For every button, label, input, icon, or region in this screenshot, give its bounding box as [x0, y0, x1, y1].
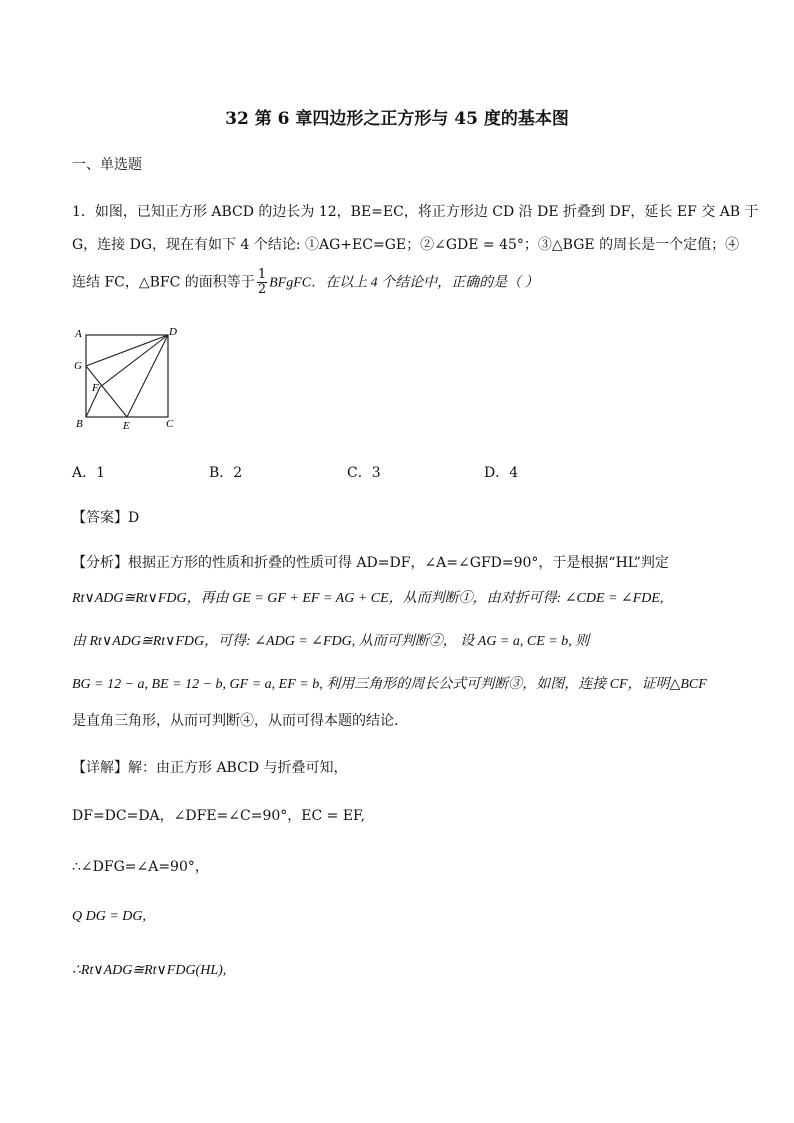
square-abcd	[86, 335, 168, 417]
analysis-line-3: 由 Rt∨ADG≅Rt∨FDG，可得: ∠ADG = ∠FDG, 从而可判断②， 设 AG = a, CE = b, 则	[72, 634, 590, 649]
question-line-3-start: 连结 FC，△BFC 的面积等于	[72, 274, 255, 291]
choice-c: C．3	[347, 465, 381, 481]
analysis-line-2: Rt∨ADG≅Rt∨FDG，再由 GE = GF + EF = AG + CE，从而判断①，由对折可得: ∠CDE = ∠FDE,	[72, 591, 664, 606]
question-line-3	[72, 268, 732, 297]
label-d: D	[169, 326, 177, 338]
choice-b: B．2	[209, 465, 243, 481]
label-a: A	[75, 328, 82, 340]
analysis-line-1: 【分析】根据正方形的性质和折叠的性质可得 AD=DF，∠A=∠GFD=90°，于是根据“HL”判定	[72, 555, 669, 571]
detail-line-3: ∴∠DFG=∠A=90°，	[72, 859, 209, 875]
question-line-3-end: BFgFC．在以上 4 个结论中，正确的是（ ）	[269, 275, 539, 291]
question-line-1: 1．如图，已知正方形 ABCD 的边长为 12，BE=EC，将正方形边 CD 沿 DE 折叠到 DF，延长 EF 交 AB 于	[72, 204, 759, 220]
detail-line-2: DF=DC=DA，∠DFE=∠C=90°，EC = EF,	[72, 808, 366, 824]
label-e: E	[123, 420, 130, 432]
label-f: F	[92, 382, 99, 394]
page-title: 32 第 6 章四边形之正方形与 45 度的基本图	[225, 109, 569, 129]
geometry-figure	[70, 325, 190, 435]
analysis-line-4: BG = 12 − a, BE = 12 − b, GF = a, EF = b, 利用三角形的周长公式可判断③，如图，连接 CF，证明△BCF	[72, 677, 707, 692]
detail-line-4: Q DG = DG,	[72, 909, 146, 924]
label-g: G	[74, 360, 82, 372]
fraction-denominator: 2	[257, 282, 267, 297]
segment-df	[100, 335, 168, 387]
choice-d: D．4	[484, 465, 519, 481]
label-b: B	[76, 418, 83, 430]
fraction-one-half	[257, 268, 267, 297]
answer: 【答案】D	[72, 510, 140, 526]
detail-line-1: 【详解】解：由正方形 ABCD 与折叠可知，	[72, 760, 348, 776]
analysis-line-5: 是直角三角形，从而可判断④，从而可得本题的结论．	[72, 713, 408, 729]
question-line-2: G，连接 DG，现在有如下 4 个结论: ①AG+EC=GE；②∠GDE = 45°；③△BGE 的周长是一个定值；④	[72, 237, 740, 253]
choice-a: A．1	[72, 465, 106, 481]
fraction-numerator: 1	[257, 267, 267, 282]
detail-line-5: ∴Rt∨ADG≅Rt∨FDG(HL),	[72, 963, 227, 978]
segment-dg	[86, 335, 168, 366]
section-heading: 一、单选题	[72, 157, 142, 173]
label-c: C	[166, 418, 174, 430]
segment-de	[127, 335, 168, 417]
